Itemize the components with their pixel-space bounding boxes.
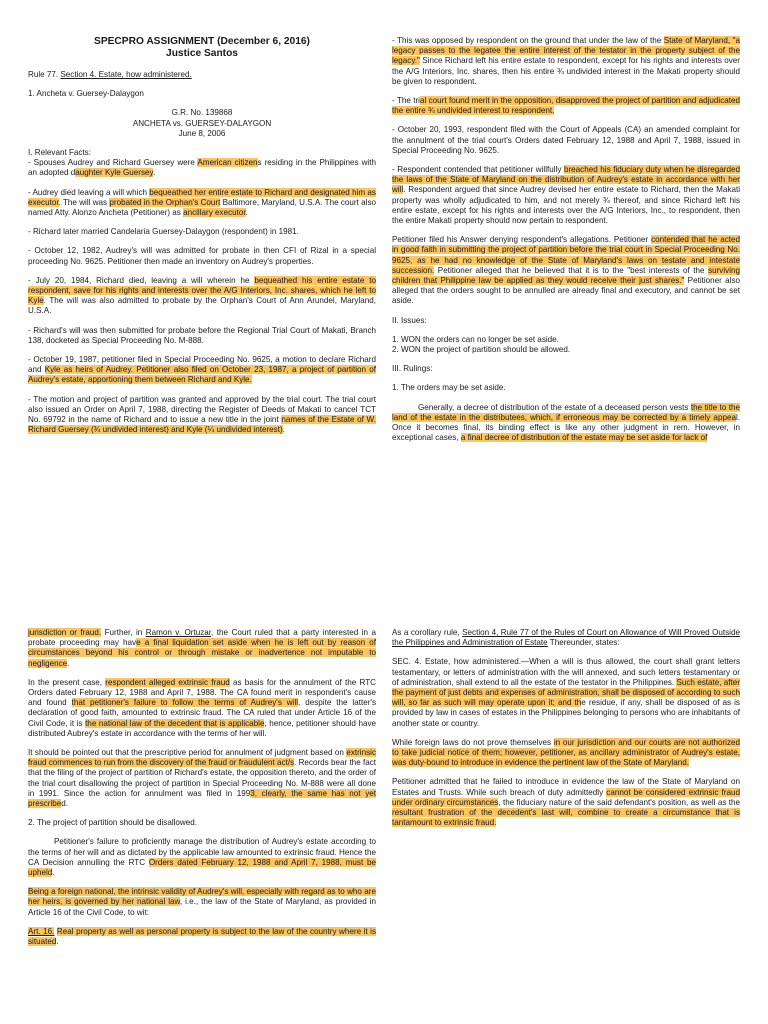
text-run: - Audrey died leaving a will which	[28, 187, 150, 197]
text-run: .	[56, 937, 59, 947]
text-run: Baltimore, Maryland, U.S.A. The court also named Atty. Alonzo Ancheta (Petitioner) as	[28, 197, 376, 218]
case-date: June 8, 2006	[178, 128, 226, 138]
statute-quote	[392, 657, 740, 728]
text-run: Thereunder, states:	[547, 638, 620, 648]
fact-paragraph: - Richard later married Candelaria Guersey-Dalaygon (respondent) in 1981.	[28, 227, 299, 237]
statute-quote	[28, 927, 376, 947]
ruling-paragraph	[392, 403, 740, 444]
text-run: e a final liquidation set aside when he is left out by reason of circumstances beyond his control or through mistake or inadvertence not imputable to negligence	[28, 638, 376, 668]
text-run: Ramon v. Ortuzar	[145, 628, 212, 637]
text-run: While foreign laws do not prove themselves	[392, 737, 554, 747]
text-run: e residue, if any, shall be disposed of as is provided by law in cases of estates in the Philippines belonging to persons who are inhabitants of another state or country.	[392, 698, 740, 728]
fact-paragraph: - October 12, 1982, Audrey's will was admitted for probate in then CFI of Rizal in a special proceeding No. 9625. Petitioner then made an inventory on Audrey's properties.	[28, 246, 376, 266]
gr-number: G.R. No. 139868	[171, 108, 233, 118]
ruling-paragraph	[28, 887, 376, 918]
text-run: a final decree of distribution of the estate may be set aside for lack of	[460, 433, 708, 443]
facts-heading: I. Relevant Facts:	[28, 148, 91, 158]
text-run: As a corollary rule,	[392, 628, 463, 637]
text-run: , hence, petitioner should have distributed Aubrey's estate in accordance with the terms of her will.	[28, 718, 376, 738]
case-caption-block	[28, 108, 376, 139]
fact-paragraph	[392, 96, 740, 116]
rule-section: Section 4. Estate, how administered.	[60, 70, 192, 79]
fact-paragraph	[28, 188, 376, 219]
text-run: in our jurisdiction and our courts are not authorized to take judicial notice of them; however, petitioner, as ancillary administrator of Audrey's estate, was duty-bound to introduce in evidence the pertinent law of the State of Maryland.	[392, 737, 740, 768]
text-run: surviving children that Philippine law be applied as they would receive their just shares."	[392, 265, 740, 286]
page-2-left-column	[28, 628, 376, 956]
text-run: Since Richard left his entire estate to respondent, except for his rights and interests over the A/G Interiors, Inc. shares, then his entire ¾ undivided interest in the Makati property should be given to respondent.	[392, 56, 740, 86]
text-run: - Spouses Audrey and Richard Guersey were	[28, 158, 198, 168]
ruling-paragraph	[392, 738, 740, 769]
text-run: . Records bear the fact that the filing of the project of partition of Richard's estate, the opposition thereto, and the order of the trial court disallowing the project of partition in Special Proceeding No. M-888 were all done in 1991. Since the action for annulment was filed in 199	[28, 758, 376, 798]
text-run: as basis for the annulment of the RTC Orders dated February 12, 1988 and April 7, 1988. The CA found merit in respondent's cause and found	[28, 677, 377, 708]
text-run: . The will was also admitted to probate by the Orphan's Court of Ann Arundel, Maryland, U.S.A.	[28, 296, 376, 316]
text-run: breached his fiduciary duty when he disregarded the laws of the State of Maryland on the distribution of Audrey's estate in accordance with her will	[392, 165, 741, 195]
text-run: names of the Estate of W. Richard Guersey (¾ undivided interest) and Kyle (¼ undivided interest)	[28, 415, 376, 435]
text-run: , i.e., the law of the State of Maryland, as provided in Article 16 of the Civil Code, to wit:	[28, 897, 376, 917]
case-item: 1. Ancheta v. Guersey-Dalaygon	[28, 89, 144, 99]
text-run: d.	[61, 799, 69, 809]
title-line-2: Justice Santos	[166, 48, 238, 59]
fact-paragraph: - October 20, 1993, respondent filed with the Court of Appeals (CA) an amended complaint for the annulment of the trial court's Orders dated February 12, 1988 and April 7, 1988, issued in Special Proceeding No. 9625.	[392, 125, 740, 155]
text-run: Generally, a decree of distribution of the estate of a deceased person vests	[418, 402, 691, 412]
text-run: probated in the Orphan's Court	[109, 197, 221, 207]
text-run: , the Court ruled that a party interested in a probate proceeding may hav	[28, 628, 376, 648]
text-run: - The motion and project of partition was granted and approved by the trial court. The trial court also issued an Order on April 7, 1988, directing the Register of Deeds of Makati to cancel TCT No. 69792 in the name of Richard and to issue a new title in the joint	[28, 394, 376, 425]
issues-heading: II. Issues:	[392, 315, 427, 325]
text-run: Petitioner admitted that he failed to introduce in evidence the law of the State of Maryland on Estates and Trusts. While such breach of duty admittedly	[392, 777, 740, 797]
text-run: .	[152, 168, 156, 178]
fact-paragraph	[28, 355, 376, 386]
text-run: Orders dated February 12, 1988 and April 7, 1988, must be upheld	[28, 857, 376, 878]
text-run: aughter Kyle Guersey	[75, 168, 153, 178]
text-run: s residing in the Philippines with an adopted d	[28, 158, 376, 178]
ruling-paragraph	[28, 837, 376, 878]
fact-paragraph	[392, 235, 740, 306]
fact-paragraph	[28, 158, 376, 178]
fact-paragraph	[392, 36, 740, 87]
text-run: , the fiduciary nature of the said defendant's position, as well as the	[498, 797, 740, 807]
text-run: - The tri	[392, 96, 420, 106]
text-run: , despite the latter's declaration of good faith, amounted to extrinsic fraud. The CA ruled that under Article 16 of the Civil Code, it is	[28, 698, 376, 728]
text-run: . Respondent argued that since Audrey devised her entire estate to Richard, then the Makati property was wholly adjudicated to him, and not merely ¾ thereof, and since Richard left his entire estate, except for his rights and interests over the A/G Interiors, Inc., to respondent, then the entire Makati property should now pertain to respondent.	[392, 185, 740, 226]
fact-paragraph	[28, 276, 376, 317]
ruling-item: 1. The orders may be set aside.	[392, 383, 506, 393]
text-run: Petitioner filed his Answer denying respondent's allegations. Petitioner	[392, 235, 652, 245]
text-run: that petitioner's failure to follow the terms of Audrey's will	[71, 698, 299, 708]
title-line-1: SPECPRO ASSIGNMENT (December 6, 2016)	[94, 36, 310, 47]
text-run: American citizen	[197, 158, 258, 168]
text-run: the national law of the decedent that is applicable	[85, 718, 265, 728]
text-run: .	[282, 425, 285, 435]
text-run: cannot be considered extrinsic fraud under ordinary circumstances	[392, 787, 740, 807]
text-run: Petitioner alleged that he believed that it is to the "best interests of the	[434, 265, 709, 275]
ruling-paragraph	[392, 777, 740, 828]
text-run: Art. 16.	[28, 926, 55, 936]
text-run: Further, in	[101, 628, 146, 637]
rule-reference	[28, 70, 376, 80]
rulings-heading: III. Rulings:	[392, 364, 433, 374]
text-run: Being a foreign national, the intrinsic validity of Audrey's will, especially with regard as to who are her heirs, is governed by her national law	[28, 887, 376, 907]
text-run: - Respondent contended that petitioner willfully	[392, 165, 564, 175]
text-run: Kyle as heirs of Audrey. Petitioner also filed on October 23, 1987, a project of partition of Audrey's estate, apportioning them between Richard and Kyle.	[28, 365, 376, 385]
issue-item: 2. WON the project of partition should be allowed.	[392, 345, 571, 355]
text-run: ancillary executor	[183, 208, 246, 218]
issues-list	[392, 335, 740, 355]
fact-paragraph: - Richard's will was then submitted for probate before the Regional Trial Court of Makati, Branch 138, docketed as Special Proceeding No. M-888.	[28, 325, 376, 345]
text-run: respondent alleged extrinsic fraud	[105, 677, 230, 687]
ruling-paragraph	[28, 628, 376, 669]
text-run: 3, clearly, the same has not yet prescribe	[28, 788, 376, 809]
page-2	[0, 512, 768, 1024]
text-run: SEC. 4. Estate, how administered.—When a will is thus allowed, the court shall grant letters testamentary, or letters of administration with the will annexed, and such letters testamentary or of administration, shall extend to all the estate of the testator in the Philippines.	[392, 657, 740, 687]
text-run: jurisdiction or fraud.	[28, 628, 102, 637]
page-1-right-column	[392, 36, 740, 453]
text-run: .	[52, 868, 55, 878]
text-run: - This was opposed by respondent on the ground that under the law of the	[392, 36, 664, 45]
text-run: In the present case,	[28, 677, 106, 687]
fact-paragraph	[392, 165, 740, 226]
case-caption: ANCHETA vs. GUERSEY-DALAYGON	[132, 118, 272, 128]
text-run: extrinsic fraud commences to run from the discovery of the fraud or fraudulent act/s	[28, 748, 376, 768]
text-run: .	[245, 208, 248, 218]
text-run: bequeathed his entire estate to respondent, save for his rights and interests over the A/G Interiors, Inc. shares, which he left to Kyle	[28, 275, 376, 306]
text-run: contended that he acted in good faith in submitting the project of partition before the trial court in Special Proceeding No. 9625, as he had no knowledge of the State of Maryland's laws on testate and intestate succession.	[392, 235, 740, 275]
ruling-paragraph	[28, 748, 376, 809]
text-run: Section 4, Rule 77 of the Rules of Court on Allowance of Will Proved Outside the Philippines and Administration of Estate	[392, 628, 740, 648]
text-run: Petitioner also alleged that the orders sought to be annulled are already final and executory, and cannot be set aside.	[392, 276, 740, 306]
text-run: It should be pointed out that the prescriptive period for annulment of judgment based on	[28, 748, 347, 758]
ruling-item: 2. The project of partition should be disallowed.	[28, 818, 198, 828]
text-run: - July 20, 1984, Richard died, leaving a will wherein he	[28, 275, 255, 285]
issue-item: 1. WON the orders can no longer be set aside.	[392, 334, 559, 344]
text-run: Such estate, after the payment of just debts and expenses of administration, shall be disposed of according to such will, so far as such will may operate upon it; and th	[392, 677, 740, 708]
text-run: .	[67, 658, 70, 668]
ruling-paragraph	[392, 628, 740, 648]
text-run: Real property as well as personal property is subject to the law of the country where it is situated	[28, 926, 377, 947]
text-run: State of Maryland, "a legacy passes to the legatee the entire interest of the testator in the property subject of the legacy."	[392, 36, 740, 66]
fact-paragraph	[28, 395, 376, 436]
document-title	[28, 36, 376, 60]
text-run: - October 19, 1987, petitioner filed in Special Proceeding No. 9625, a motion to declare Richard and	[28, 355, 376, 375]
text-run: . The will was	[58, 197, 110, 207]
text-run: bequeathed her entire estate to Richard and designated him as executor	[28, 187, 376, 207]
text-run: resultant frustration of the decedent's last will, combine to create a circumstance that is tantamount to extrinsic fraud.	[392, 808, 740, 828]
rule-prefix: Rule 77.	[28, 70, 61, 79]
ruling-paragraph	[28, 678, 376, 739]
text-run: l. Once it becomes final, its binding effect is like any other judgment in rem. However, in exceptional cases,	[392, 412, 740, 443]
page-2-right-column	[392, 628, 740, 837]
text-run: the title to the land of the estate in the distributees, which, if erroneous may be corrected by a timely appea	[392, 402, 740, 422]
text-run: Petitioner's failure to proficiently manage the distribution of Audrey's estate according to the terms of her will and as dictated by the applicable law amounted to extrinsic fraud. Hence the CA Decision annulling the RTC	[28, 837, 376, 867]
page-1-left-column	[28, 36, 376, 444]
text-run: al court found merit in the opposition, disapproved the project of partition and adjudicated the entire ¾ undivided interest to respondent.	[392, 96, 740, 116]
